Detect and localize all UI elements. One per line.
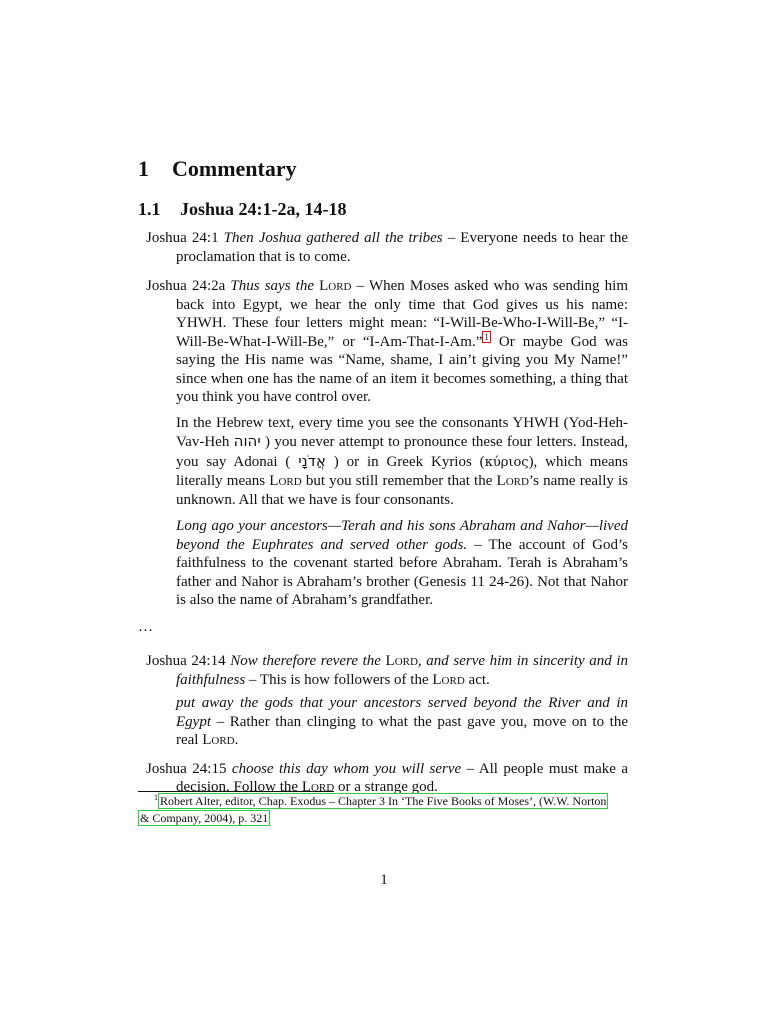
paragraph-text: ’s name really is unknown. All that we have is four consonants. xyxy=(176,473,629,508)
commentary-body xyxy=(138,229,629,806)
comment-text: Or maybe God was saying the His name was “Name, shame, I ain’t giving you My Name!” since when one has the name of an item it becomes something, a thing that you think you have control over. xyxy=(176,333,628,405)
verse-quote: Then Joshua gathered all the tribes xyxy=(223,230,443,246)
lord-smallcaps: Lord xyxy=(301,779,335,795)
section-number: 1 xyxy=(138,156,149,181)
comment-text: or a strange god. xyxy=(337,779,438,795)
paragraph-text: ), which means literally means xyxy=(176,453,629,489)
verse-quote: put away the gods that your ancestors served beyond the River and in Egypt xyxy=(176,695,628,730)
comment-text: act. xyxy=(468,671,490,688)
entry-joshua-24-2a xyxy=(146,277,628,407)
subsection-number: 1.1 xyxy=(138,199,161,219)
subsection-title: Joshua 24:1-2a, 14-18 xyxy=(180,199,347,219)
entry-joshua-24-14 xyxy=(146,652,628,689)
verse-quote: Now therefore revere the xyxy=(230,653,381,669)
paragraph-text: ) you never attempt to pronounce these four letters. Instead, you say Adonai ( xyxy=(176,434,629,470)
comment-text: – The account of God’s faithfulness to the covenant started before Abraham. Terah is Abraham’s father and Nahor is Abraham’s brother (Genesis 11 24-26). Not that Nahor is also the name of Abraham’s grandfather. xyxy=(176,536,629,608)
footnote-rule xyxy=(138,791,334,792)
hebrew-name-paragraph xyxy=(176,414,628,510)
paragraph-text: but you still remember that the xyxy=(305,473,493,489)
verse-quote: choose this day whom you will serve xyxy=(231,760,462,777)
verse-ref: Joshua 24:1 xyxy=(146,230,219,246)
ellipsis: … xyxy=(138,618,155,635)
verse-quote: , and serve him in sincerity and in faithfulness xyxy=(176,653,629,688)
page-number: 1 xyxy=(380,872,388,888)
hebrew-yhwh: יהוה xyxy=(233,432,261,450)
footnote-ref-link[interactable]: 1 xyxy=(484,331,489,342)
paragraph-text: ) or in Greek Kyrios ( xyxy=(333,453,485,470)
lord-smallcaps: Lord xyxy=(385,653,418,669)
comment-text: – This is how followers of the xyxy=(248,671,429,688)
footnote-mark: 1 xyxy=(154,793,158,802)
footnote xyxy=(138,793,632,827)
section-heading xyxy=(138,156,297,182)
entry-joshua-24-1 xyxy=(146,229,628,266)
lord-smallcaps: Lord xyxy=(432,671,465,688)
ancestors-paragraph xyxy=(176,517,628,610)
verse-quote: Long ago your ancestors—Terah and his sons Abraham and Nahor—lived beyond the Euphrates and served other gods. xyxy=(176,518,628,553)
lord-smallcaps: Lord xyxy=(496,473,529,489)
comment-text: – Rather than clinging to what the past gave you, move on to the real xyxy=(176,713,629,748)
section-title: Commentary xyxy=(172,156,297,181)
subsection-heading xyxy=(138,199,347,220)
verse-ref: Joshua 24:2a xyxy=(146,278,226,294)
verse-ref: Joshua 24:15 xyxy=(146,760,227,777)
lord-smallcaps: Lord xyxy=(319,278,352,294)
lord-smallcaps: Lord xyxy=(202,732,235,748)
lord-smallcaps: Lord xyxy=(269,473,302,489)
comment-text: – When Moses asked who was sending him back into Egypt, we hear the only time that God gives us his name: YHWH. These four letters might mean: “I-Will-Be-Who-I-Will-Be,” “I-Will-Be-What-I-Will-Be,” or “I-Am-That-I-Am.” xyxy=(176,278,628,350)
citation-link-continued[interactable]: & Company, 2004), p. 321 xyxy=(140,811,269,825)
citation-link[interactable]: Robert Alter, editor, Chap. Exodus – Chapter 3 In ‘The Five Books of Moses’, (W.W. Norton xyxy=(160,794,607,808)
comment-text: – All people must make a decision. Follow the xyxy=(176,760,629,795)
paragraph-text: In the Hebrew text, every time you see the consonants YHWH (Yod-Heh-Vav-Heh xyxy=(176,414,628,450)
hebrew-adonai: אֲדֹנָי xyxy=(298,451,326,470)
put-away-paragraph: put away the gods that your ancestors served beyond the River and in Egypt – Rather than clinging to what the past gave you, move on to the real Lord. xyxy=(176,695,629,748)
verse-ref: Joshua 24:14 xyxy=(146,653,226,669)
verse-quote: Thus says the xyxy=(230,278,314,294)
greek-kyrios: κύριος xyxy=(484,454,529,470)
comment-text: – Everyone needs to hear the proclamation that is to come. xyxy=(176,230,629,265)
